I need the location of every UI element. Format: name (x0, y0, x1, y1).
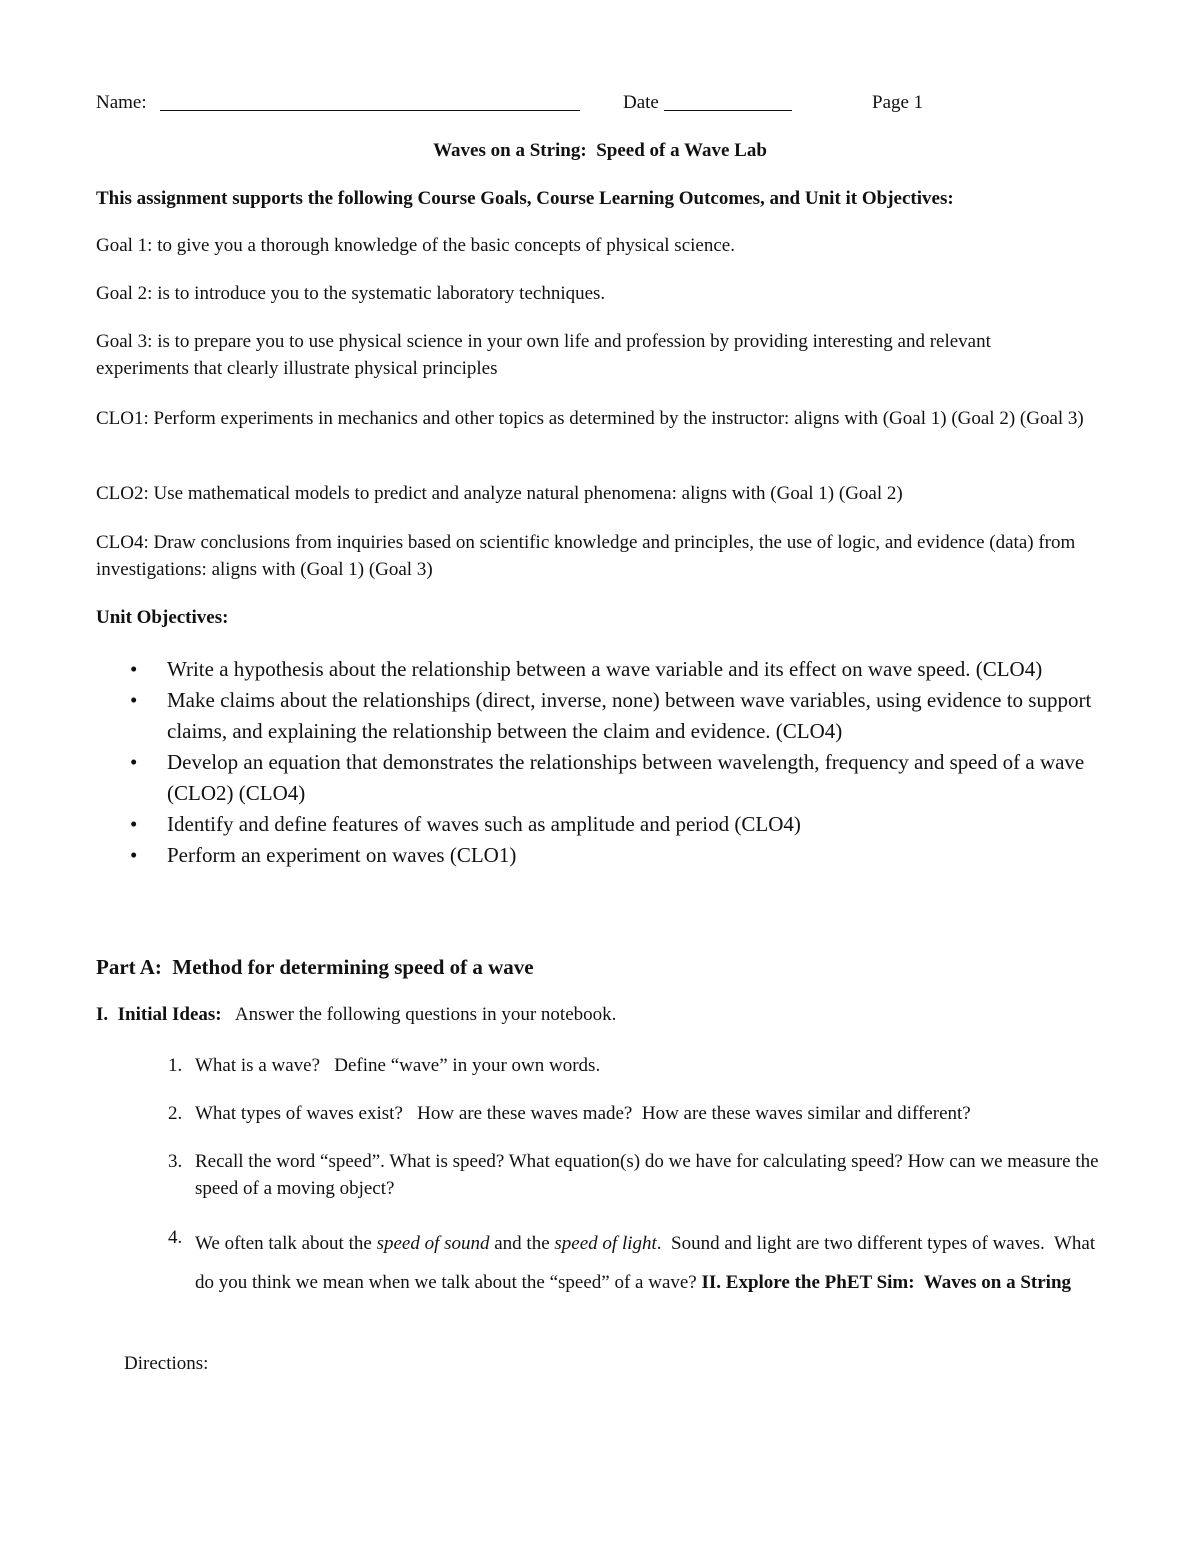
page-number: Page 1 (872, 92, 924, 113)
initial-ideas-label: I. Initial Ideas: (96, 1004, 222, 1025)
question-1: What is a wave? Define “wave” in your own words. (195, 1055, 601, 1076)
bullet: • (130, 688, 138, 712)
question-4: We often talk about the speed of sound and the speed of light. Sound and light are two different types of waves. What do you think we mean when we talk about the “speed” of a wave? II. Explore the PhET Sim: Waves on a String (195, 1233, 1100, 1293)
part-a-heading: Part A: Method for determining speed of a wave (96, 955, 534, 979)
bullet: • (130, 843, 138, 867)
clo-2: CLO2: Use mathematical models to predict and analyze natural phenomena: aligns with (Goal 1) (Goal 2) (96, 483, 903, 504)
date-blank-line (664, 109, 792, 111)
bullet: • (130, 812, 138, 836)
objective-item: • Write a hypothesis about the relationship between a wave variable and its effect on wave speed. (CLO4) (96, 654, 1108, 685)
question-number: 4. (168, 1227, 183, 1248)
objective-item: • Make claims about the relationships (direct, inverse, none) between wave variables, using evidence to support claims, and explaining the relationship between the claim and evidence. (CLO4) (96, 685, 1108, 747)
name-blank-line (160, 109, 580, 111)
question-number: 1. (168, 1055, 183, 1076)
initial-ideas-text: Answer the following questions in your notebook. (234, 1004, 617, 1025)
bullet: • (130, 750, 138, 774)
question-2: What types of waves exist? How are these waves made? How are these waves similar and different? (195, 1103, 971, 1124)
initial-ideas-line (96, 1001, 616, 1028)
objective-item: • Identify and define features of waves such as amplitude and period (CLO4) (96, 809, 1108, 840)
bullet: • (130, 657, 138, 681)
unit-objectives-heading: Unit Objectives: (96, 607, 229, 628)
supports-heading: This assignment supports the following Course Goals, Course Learning Outcomes, and Unit it Objectives: (96, 188, 954, 209)
question-number: 3. (168, 1151, 183, 1172)
speed-of-sound-emphasis: speed of sound (376, 1233, 490, 1254)
question-3: Recall the word “speed”. What is speed? What equation(s) do we have for calculating speed? How can we measure the speed of a moving object? (195, 1151, 1099, 1199)
question-number: 2. (168, 1103, 183, 1124)
name-label: Name: (96, 92, 147, 113)
objective-item: • Develop an equation that demonstrates the relationships between wavelength, frequency and speed of a wave (CLO2) (CLO4) (96, 747, 1108, 809)
objective-item: • Perform an experiment on waves (CLO1) (96, 840, 1108, 871)
clo-1: CLO1: Perform experiments in mechanics and other topics as determined by the instructor: aligns with (Goal 1) (Goal 2) (Goal 3) (96, 408, 1084, 429)
goal-3: Goal 3: is to prepare you to use physical science in your own life and profession by providing interesting and relevant experiments that clearly illustrate physical principles (96, 331, 991, 379)
explore-phet-heading: II. Explore the PhET Sim: Waves on a String (701, 1272, 1072, 1293)
document-title: Waves on a String: Speed of a Wave Lab (433, 140, 767, 161)
speed-of-light-emphasis: speed of light (554, 1233, 657, 1254)
directions-label: Directions: (124, 1353, 209, 1374)
unit-objectives-list (96, 654, 1108, 871)
goal-1: Goal 1: to give you a thorough knowledge of the basic concepts of physical science. (96, 235, 735, 256)
clo-4: CLO4: Draw conclusions from inquiries based on scientific knowledge and principles, the use of logic, and evidence (data) from investigations: aligns with (Goal 1) (Goal 3) (96, 532, 1076, 580)
goal-2: Goal 2: is to introduce you to the systematic laboratory techniques. (96, 283, 606, 304)
date-label: Date (623, 92, 659, 113)
